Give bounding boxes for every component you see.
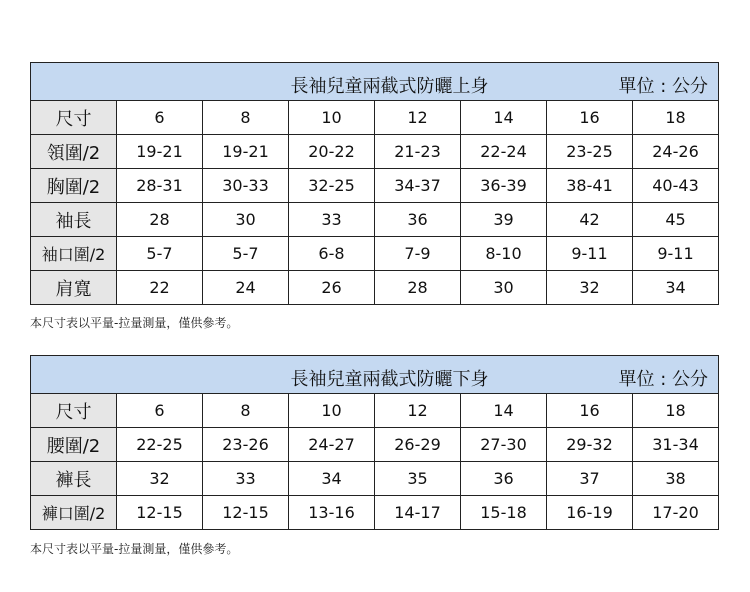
table-row (31, 203, 719, 237)
table-cell: 5-7 (203, 237, 289, 271)
table-cell: 15-18 (461, 496, 547, 530)
table-cell: 22-24 (461, 135, 547, 169)
table-cell: 28-31 (117, 169, 203, 203)
size-header-cell: 18 (633, 101, 719, 135)
row-label: 褲口圍/2 (31, 496, 117, 530)
size-header-cell: 12 (375, 394, 461, 428)
table-cell: 12-15 (117, 496, 203, 530)
row-label: 腰圍/2 (31, 428, 117, 462)
table-cell: 30-33 (203, 169, 289, 203)
table-cell: 36 (375, 203, 461, 237)
table-cell: 22-25 (117, 428, 203, 462)
table-cell: 13-16 (289, 496, 375, 530)
bottom-table-title: 長袖兒童兩截式防曬下身 (290, 369, 489, 390)
size-header-cell: 6 (117, 101, 203, 135)
table-cell: 16-19 (547, 496, 633, 530)
size-header-cell: 14 (461, 101, 547, 135)
size-header-cell: 10 (289, 101, 375, 135)
table-cell: 32 (547, 271, 633, 305)
row-label: 肩寬 (31, 271, 117, 305)
table-cell: 14-17 (375, 496, 461, 530)
top-table-title: 長袖兒童兩截式防曬上身 (290, 76, 489, 97)
table-cell: 38-41 (547, 169, 633, 203)
table-cell: 17-20 (633, 496, 719, 530)
bottom-table-title-bar (31, 356, 719, 394)
size-header-cell: 18 (633, 394, 719, 428)
size-header-cell: 12 (375, 101, 461, 135)
top-size-table (30, 62, 719, 305)
table-cell: 34-37 (375, 169, 461, 203)
table-row (31, 237, 719, 271)
table-cell: 38 (633, 462, 719, 496)
row-label: 袖長 (31, 203, 117, 237)
size-header-cell: 16 (547, 394, 633, 428)
table-cell: 22 (117, 271, 203, 305)
table-cell: 33 (203, 462, 289, 496)
table-cell: 36 (461, 462, 547, 496)
size-header-cell: 8 (203, 101, 289, 135)
top-header-row (31, 101, 719, 135)
table-cell: 20-22 (289, 135, 375, 169)
table-cell: 19-21 (203, 135, 289, 169)
row-label: 褲長 (31, 462, 117, 496)
table-cell: 34 (633, 271, 719, 305)
bottom-header-row (31, 394, 719, 428)
top-table-unit: 單位 : 公分 (618, 76, 708, 97)
bottom-table-note: 本尺寸表以平量-拉量測量，僅供參考。 (30, 542, 239, 556)
size-header-label: 尺寸 (31, 101, 117, 135)
table-cell: 23-26 (203, 428, 289, 462)
table-cell: 8-10 (461, 237, 547, 271)
table-cell: 35 (375, 462, 461, 496)
table-cell: 7-9 (375, 237, 461, 271)
table-row (31, 462, 719, 496)
table-cell: 30 (461, 271, 547, 305)
table-cell: 24 (203, 271, 289, 305)
table-cell: 23-25 (547, 135, 633, 169)
table-row (31, 271, 719, 305)
table-cell: 36-39 (461, 169, 547, 203)
table-cell: 31-34 (633, 428, 719, 462)
table-row (31, 135, 719, 169)
table-cell: 37 (547, 462, 633, 496)
table-cell: 33 (289, 203, 375, 237)
table-cell: 24-26 (633, 135, 719, 169)
table-cell: 9-11 (547, 237, 633, 271)
table-cell: 39 (461, 203, 547, 237)
table-row (31, 496, 719, 530)
bottom-table-unit: 單位 : 公分 (618, 369, 708, 390)
table-cell: 45 (633, 203, 719, 237)
top-table-title-bar (31, 63, 719, 101)
table-cell: 5-7 (117, 237, 203, 271)
top-table-note: 本尺寸表以平量-拉量測量，僅供參考。 (30, 316, 239, 330)
table-cell: 28 (375, 271, 461, 305)
size-header-cell: 6 (117, 394, 203, 428)
row-label: 胸圍/2 (31, 169, 117, 203)
bottom-size-table (30, 355, 719, 530)
table-row (31, 428, 719, 462)
table-cell: 6-8 (289, 237, 375, 271)
table-cell: 27-30 (461, 428, 547, 462)
table-cell: 29-32 (547, 428, 633, 462)
size-header-label: 尺寸 (31, 394, 117, 428)
size-header-cell: 10 (289, 394, 375, 428)
row-label: 領圍/2 (31, 135, 117, 169)
table-cell: 19-21 (117, 135, 203, 169)
table-cell: 34 (289, 462, 375, 496)
table-cell: 32-25 (289, 169, 375, 203)
table-cell: 21-23 (375, 135, 461, 169)
size-header-cell: 14 (461, 394, 547, 428)
table-cell: 40-43 (633, 169, 719, 203)
table-row (31, 169, 719, 203)
size-header-cell: 8 (203, 394, 289, 428)
table-cell: 30 (203, 203, 289, 237)
table-cell: 26-29 (375, 428, 461, 462)
table-cell: 28 (117, 203, 203, 237)
table-cell: 9-11 (633, 237, 719, 271)
table-cell: 42 (547, 203, 633, 237)
table-cell: 32 (117, 462, 203, 496)
table-cell: 24-27 (289, 428, 375, 462)
table-cell: 12-15 (203, 496, 289, 530)
size-header-cell: 16 (547, 101, 633, 135)
row-label: 袖口圍/2 (31, 237, 117, 271)
table-cell: 26 (289, 271, 375, 305)
